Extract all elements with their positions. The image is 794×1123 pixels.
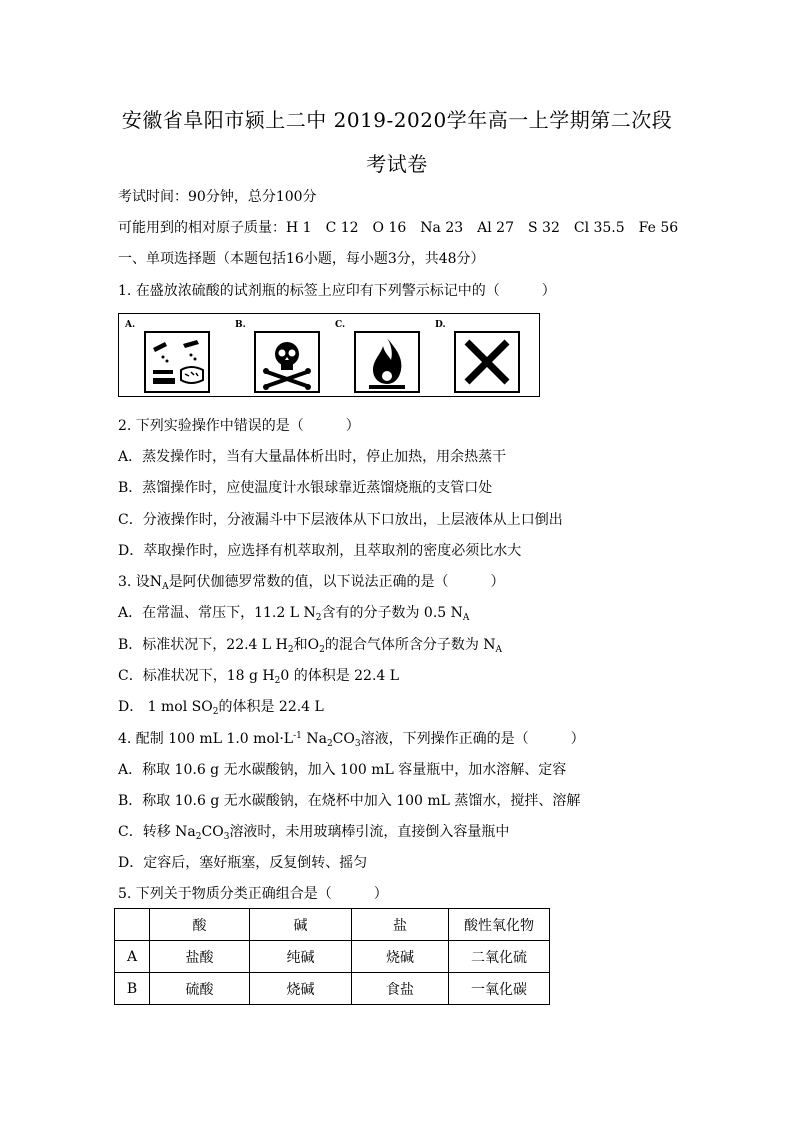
- sign-option-b: [231, 316, 311, 394]
- question-2-option-b: B．蒸馏操作时，应使温度计水银球靠近蒸馏烧瓶的支管口处: [118, 480, 493, 496]
- table-cell: 二氧化硫: [449, 941, 550, 973]
- table-cell: 一氧化碳: [449, 973, 550, 1005]
- table-row: [115, 973, 550, 1005]
- exam-title-line1: 安徽省阜阳市颍上二中 2019-2020学年高一上学期第二次段: [121, 108, 673, 132]
- question-2-stem: 2. 下列实验操作中错误的是（ ）: [118, 418, 360, 434]
- question-3-stem: 3. 设$N_A$是阿伏伽德罗常数的值，以下说法正确的是（ ）: [118, 574, 505, 592]
- table-header-cell: 酸性氧化物: [449, 909, 550, 941]
- table-header-row: [115, 909, 550, 941]
- sign-label-c: C.: [335, 320, 346, 330]
- harmful-cross-icon: [453, 330, 521, 394]
- table-cell: 烧碱: [250, 973, 352, 1005]
- sign-option-c: [331, 316, 411, 394]
- table-cell: 硫酸: [150, 973, 250, 1005]
- question-4-option-b: B．称取 10.6 g 无水碳酸钠，在烧杯中加入 100 mL 蒸馏水，搅拌、溶解: [118, 793, 581, 809]
- classification-table: [114, 908, 550, 1005]
- table-row: [115, 941, 550, 973]
- sign-label-d: D.: [435, 320, 446, 330]
- question-1-stem: 1. 在盛放浓硫酸的试剂瓶的标签上应印有下列警示标记中的（ ）: [118, 283, 556, 299]
- question-5-stem: 5. 下列关于物质分类正确组合是（ ）: [118, 886, 388, 902]
- question-4-option-a: A．称取 10.6 g 无水碳酸钠，加入 100 mL 容量瓶中，加水溶解、定容: [118, 762, 567, 778]
- sign-option-d: [431, 316, 511, 394]
- table-cell: 烧碱: [352, 941, 449, 973]
- table-cell: A: [115, 941, 150, 973]
- toxic-skull-icon: [253, 330, 321, 394]
- table-header-cell: 碱: [250, 909, 352, 941]
- sign-label-a: A.: [125, 320, 136, 330]
- exam-time: 考试时间：90分钟，总分100分: [118, 189, 317, 205]
- sign-label-b: B.: [235, 320, 246, 330]
- question-4-stem: 4. 配制 100 mL 1.0 $mol\cdot L^{-1}$ $Na_2CO_3$溶液，下列操作正确的是（ ）: [118, 731, 585, 749]
- table-cell: 纯碱: [250, 941, 352, 973]
- table-header-cell: [115, 909, 150, 941]
- question-3-option-a: A．在常温、常压下，11.2 L $N_2$含有的分子数为 0.5 $N_A$: [118, 605, 470, 623]
- question-3-option-c: C．标准状况下，18 g $H_20$ 的体积是 22.4 L: [118, 668, 400, 686]
- question-2-option-c: C．分液操作时，分液漏斗中下层液体从下口放出，上层液体从上口倒出: [118, 512, 563, 528]
- corrosive-icon: [143, 330, 211, 394]
- question-4-option-c: C．转移 $Na_2CO_3$溶液时，未用玻璃棒引流，直接倒入容量瓶中: [118, 824, 510, 842]
- table-cell: 食盐: [352, 973, 449, 1005]
- question-3-option-b: B．标准状况下，22.4 L $H_2$和$O_2$的混合气体所含分子数为 $N_A$: [118, 637, 503, 655]
- exam-title-line2: 考试卷: [366, 152, 428, 176]
- question-4-option-d: D．定容后，塞好瓶塞，反复倒转、摇匀: [118, 855, 368, 871]
- table-header-cell: 酸: [150, 909, 250, 941]
- table-header-cell: 盐: [352, 909, 449, 941]
- question-2-option-a: A．蒸发操作时，当有大量晶体析出时，停止加热，用余热蒸干: [118, 449, 507, 465]
- sign-option-a: [121, 316, 201, 394]
- table-cell: B: [115, 973, 150, 1005]
- question-3-option-d: D． 1 mol $SO_2$的体积是 22.4 L: [118, 699, 324, 717]
- question-2-option-d: D．萃取操作时，应选择有机萃取剂，且萃取剂的密度必须比水大: [118, 543, 522, 559]
- flammable-icon: [353, 330, 421, 394]
- warning-signs-box: [118, 313, 540, 397]
- section-heading: 一、单项选择题（本题包括16小题，每小题3分，共48分）: [118, 251, 485, 267]
- table-cell: 盐酸: [150, 941, 250, 973]
- atomic-mass-info: 可能用到的相对原子质量：H 1 C 12 O 16 Na 23 Al 27 S 32 Cl 35.5 Fe 56: [118, 220, 679, 236]
